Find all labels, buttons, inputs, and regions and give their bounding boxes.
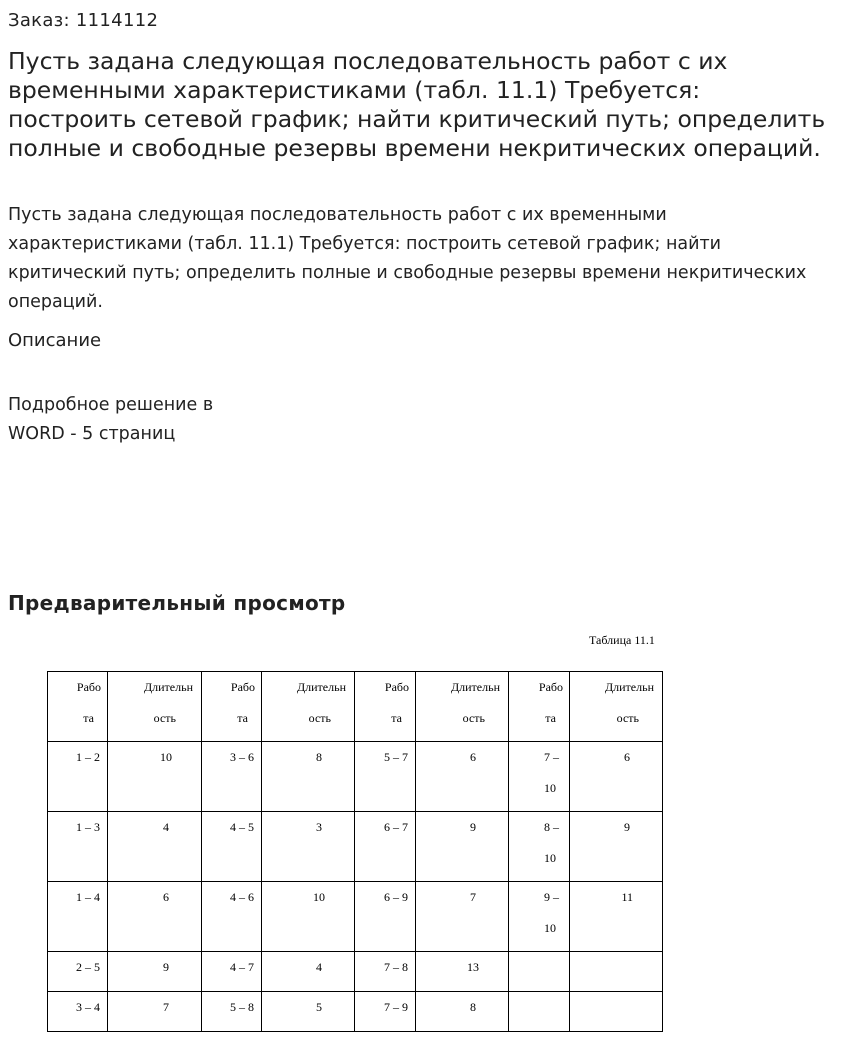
- header-cell: Длительн ость: [262, 672, 355, 742]
- table-cell: 7 – 10: [509, 742, 570, 812]
- table-row: [48, 952, 663, 992]
- table-cell: 9: [416, 812, 509, 882]
- header-cell: Рабо та: [48, 672, 108, 742]
- table-cell: 9: [108, 952, 202, 992]
- table-cell: 4: [262, 952, 355, 992]
- table-cell: 7 – 9: [355, 992, 416, 1032]
- table-cell: 3 – 6: [202, 742, 262, 812]
- table-cell: 1 – 2: [48, 742, 108, 812]
- table-cell: 6: [108, 882, 202, 952]
- table-row: [48, 742, 663, 812]
- table-cell: 5 – 8: [202, 992, 262, 1032]
- table-cell: 2 – 5: [48, 952, 108, 992]
- table-cell: 6 – 9: [355, 882, 416, 952]
- table-cell: 13: [416, 952, 509, 992]
- table-cell: 10: [262, 882, 355, 952]
- table-cell: 6: [416, 742, 509, 812]
- header-cell: Рабо та: [202, 672, 262, 742]
- table-caption: Таблица 11.1: [589, 633, 655, 647]
- table-cell: 1 – 4: [48, 882, 108, 952]
- table-header-row: [48, 672, 663, 742]
- preview-heading: Предварительный просмотр: [8, 591, 346, 615]
- solution-line-1: Подробное решение в: [8, 395, 214, 415]
- table-cell: 9: [570, 812, 663, 882]
- table-cell: 3: [262, 812, 355, 882]
- task-description: Пусть задана следующая последовательность работ с их временными характеристиками (табл. 11.1) Требуется: построить сетевой график; найти критический путь; определить полные и свободные резервы времени некритических операций.: [8, 205, 807, 312]
- description-heading: Описание: [8, 330, 102, 351]
- solution-line-2: WORD - 5 страниц: [8, 424, 176, 444]
- table-row: [48, 882, 663, 952]
- table-cell: 5 – 7: [355, 742, 416, 812]
- table-cell: 4 – 5: [202, 812, 262, 882]
- table-cell: 6 – 7: [355, 812, 416, 882]
- table-cell: [570, 992, 663, 1032]
- table-cell: 11: [570, 882, 663, 952]
- table-cell: [509, 992, 570, 1032]
- header-cell: Рабо та: [509, 672, 570, 742]
- header-cell: Длительн ость: [108, 672, 202, 742]
- table-cell: 1 – 3: [48, 812, 108, 882]
- table-cell: 3 – 4: [48, 992, 108, 1032]
- table-cell: 8: [416, 992, 509, 1032]
- header-cell: Длительн ость: [570, 672, 663, 742]
- table-cell: 10: [108, 742, 202, 812]
- header-cell: Длительн ость: [416, 672, 509, 742]
- table-cell: 5: [262, 992, 355, 1032]
- table-cell: 9 – 10: [509, 882, 570, 952]
- table-cell: 8: [262, 742, 355, 812]
- page-title: Пусть задана следующая последовательность работ с их временными характеристиками (табл. 11.1) Требуется: построить сетевой график; найти критический путь; определить полные и свободные резервы времени некритических операций.: [8, 47, 826, 162]
- table-cell: [570, 952, 663, 992]
- table-cell: 4 – 6: [202, 882, 262, 952]
- solution-info: [8, 391, 328, 449]
- table-row: [48, 992, 663, 1032]
- works-table: [47, 671, 663, 1032]
- table-cell: 4: [108, 812, 202, 882]
- order-number: Заказ: 1114112: [8, 10, 159, 31]
- table-row: [48, 812, 663, 882]
- header-cell: Рабо та: [355, 672, 416, 742]
- table-cell: 7: [108, 992, 202, 1032]
- table-cell: 4 – 7: [202, 952, 262, 992]
- table-cell: 6: [570, 742, 663, 812]
- table-cell: 7: [416, 882, 509, 952]
- table-cell: [509, 952, 570, 992]
- table-cell: 7 – 8: [355, 952, 416, 992]
- table-cell: 8 – 10: [509, 812, 570, 882]
